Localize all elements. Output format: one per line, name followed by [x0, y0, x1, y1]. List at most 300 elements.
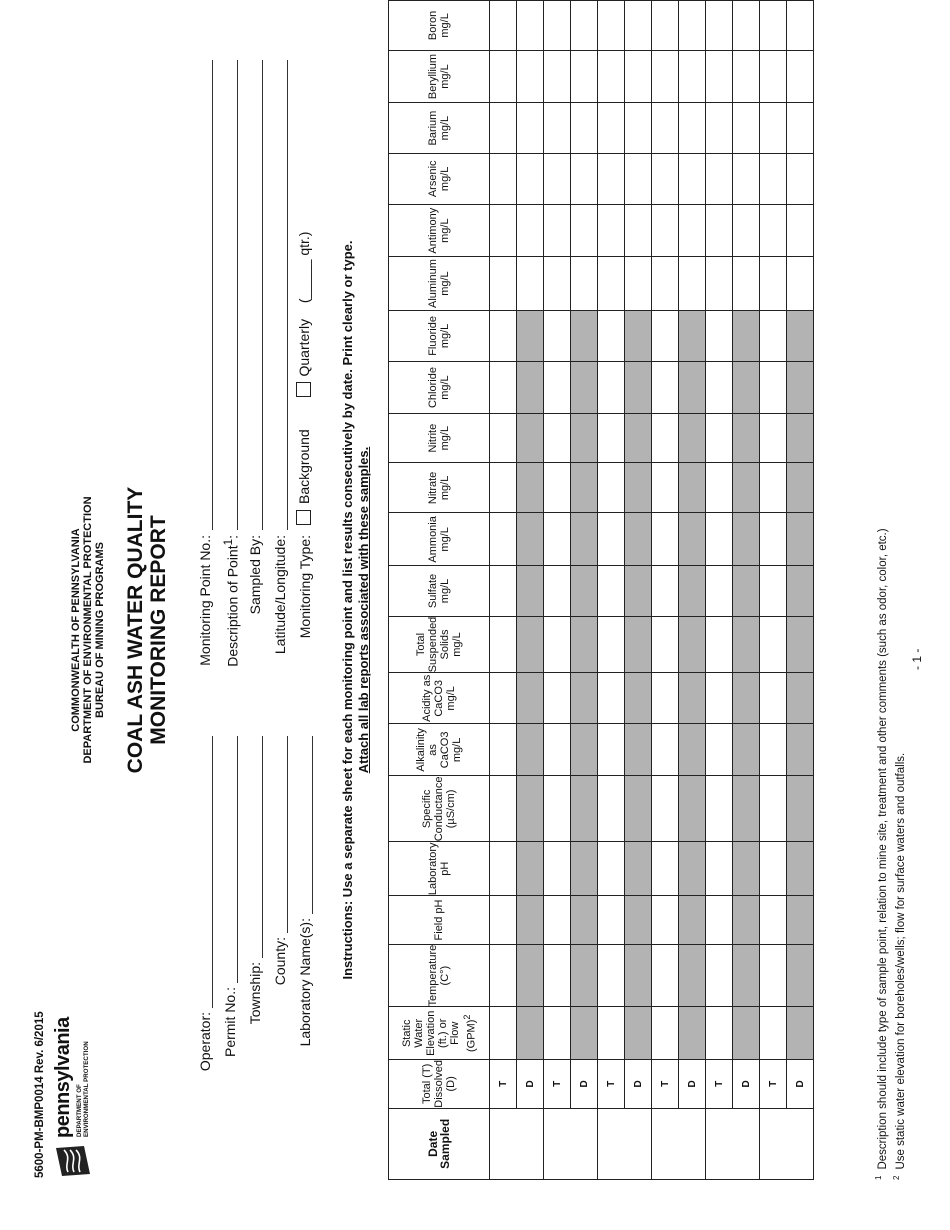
result-cell[interactable] — [544, 257, 571, 310]
logo-wordmark: pennsylvania — [52, 1017, 74, 1138]
result-cell[interactable] — [652, 257, 679, 310]
result-cell[interactable] — [490, 153, 517, 204]
result-cell[interactable] — [652, 362, 679, 414]
result-cell — [517, 616, 544, 673]
result-cell[interactable] — [490, 673, 517, 724]
instructions — [340, 160, 372, 1060]
footnote-1-number: 1 — [874, 1175, 883, 1180]
permit-no-field[interactable] — [236, 736, 238, 983]
result-cell[interactable] — [706, 724, 733, 776]
result-cell — [787, 896, 814, 945]
agency-line-2: DEPARTMENT OF ENVIRONMENTAL PROTECTION — [82, 496, 94, 764]
result-cell[interactable] — [544, 204, 571, 257]
result-cell[interactable] — [544, 566, 571, 616]
total-dissolved-cell: D — [571, 1060, 598, 1109]
col-temperature: Temperature (C°) — [389, 944, 490, 1007]
result-cell[interactable] — [490, 842, 517, 896]
result-cell — [787, 673, 814, 724]
result-cell[interactable] — [544, 673, 571, 724]
table-row — [787, 1, 814, 1180]
col-lab-ph: Laboratory pH — [389, 842, 490, 896]
result-cell[interactable] — [706, 310, 733, 362]
table-row — [571, 1, 598, 1180]
result-cell — [733, 776, 760, 842]
result-cell[interactable] — [544, 103, 571, 154]
result-cell[interactable] — [598, 103, 625, 154]
total-dissolved-cell: T — [598, 1060, 625, 1109]
footnote-1 — [872, 528, 890, 1180]
result-cell[interactable] — [760, 842, 787, 896]
result-cell[interactable] — [625, 204, 652, 257]
table-row — [544, 1, 571, 1180]
result-cell[interactable] — [571, 257, 598, 310]
laboratory-name-label: Laboratory Name(s): — [297, 918, 313, 1047]
result-cell[interactable] — [490, 896, 517, 945]
result-cell — [787, 362, 814, 414]
date-cell[interactable] — [544, 1108, 598, 1179]
result-cell[interactable] — [760, 896, 787, 945]
result-cell[interactable] — [598, 257, 625, 310]
result-cell — [625, 513, 652, 566]
result-cell[interactable] — [706, 896, 733, 945]
result-cell — [517, 362, 544, 414]
result-cell[interactable] — [598, 50, 625, 103]
result-cell[interactable] — [760, 513, 787, 566]
date-cell[interactable] — [490, 1108, 544, 1179]
result-cell[interactable] — [733, 1, 760, 51]
result-cell[interactable] — [598, 362, 625, 414]
result-cell[interactable] — [679, 50, 706, 103]
result-cell[interactable] — [760, 616, 787, 673]
result-cell[interactable] — [787, 103, 814, 154]
keystone-flag-icon — [54, 1144, 92, 1178]
result-cell[interactable] — [760, 673, 787, 724]
result-cell[interactable] — [490, 204, 517, 257]
result-cell[interactable] — [652, 310, 679, 362]
result-cell[interactable] — [544, 1, 571, 51]
result-cell — [517, 776, 544, 842]
result-cell[interactable] — [706, 257, 733, 310]
table-header-row — [389, 1, 490, 1180]
result-cell — [571, 842, 598, 896]
background-option-label: Background — [296, 429, 312, 504]
result-cell[interactable] — [706, 673, 733, 724]
table-row — [598, 1, 625, 1180]
operator-field[interactable] — [211, 736, 213, 1008]
result-cell[interactable] — [625, 1, 652, 51]
result-cell[interactable] — [787, 204, 814, 257]
result-cell — [571, 673, 598, 724]
result-cell[interactable] — [679, 257, 706, 310]
col-boron: Boron mg/L — [389, 1, 490, 51]
result-cell[interactable] — [652, 944, 679, 1007]
result-cell[interactable] — [490, 362, 517, 414]
report-title — [124, 330, 170, 930]
monitoring-type-options — [296, 232, 312, 525]
result-cell[interactable] — [706, 566, 733, 616]
table-row — [517, 1, 544, 1180]
result-cell[interactable] — [652, 616, 679, 673]
result-cell — [517, 413, 544, 462]
result-cell — [733, 310, 760, 362]
result-cell[interactable] — [490, 103, 517, 154]
result-cell[interactable] — [544, 944, 571, 1007]
result-cell[interactable] — [706, 616, 733, 673]
col-barium: Barium mg/L — [389, 103, 490, 154]
result-cell[interactable] — [598, 616, 625, 673]
result-cell — [679, 776, 706, 842]
monitoring-type-label: Monitoring Type: — [297, 535, 313, 639]
result-cell — [517, 463, 544, 513]
result-cell — [571, 413, 598, 462]
result-cell[interactable] — [787, 50, 814, 103]
result-cell[interactable] — [598, 1007, 625, 1060]
col-chloride: Chloride mg/L — [389, 362, 490, 414]
result-cell[interactable] — [625, 50, 652, 103]
result-cell[interactable] — [760, 1007, 787, 1060]
laboratory-name-field[interactable] — [311, 736, 313, 914]
agency-line-3: BUREAU OF MINING PROGRAMS — [94, 542, 106, 718]
result-cell[interactable] — [679, 1, 706, 51]
result-cell[interactable] — [544, 50, 571, 103]
result-cell — [733, 566, 760, 616]
col-arsenic: Arsenic mg/L — [389, 153, 490, 204]
result-cell — [733, 673, 760, 724]
result-cell[interactable] — [706, 1, 733, 51]
result-cell[interactable] — [571, 103, 598, 154]
col-nitrate: Nitrate mg/L — [389, 463, 490, 513]
result-cell[interactable] — [733, 50, 760, 103]
result-cell[interactable] — [760, 776, 787, 842]
result-cell[interactable] — [652, 153, 679, 204]
page-number: - 1 - — [910, 648, 924, 670]
col-date-sampled: Date Sampled — [389, 1108, 490, 1179]
table-row — [706, 1, 733, 1180]
result-cell[interactable] — [598, 204, 625, 257]
result-cell — [787, 566, 814, 616]
result-cell — [679, 842, 706, 896]
result-cell[interactable] — [706, 362, 733, 414]
result-cell — [679, 413, 706, 462]
result-cell — [625, 616, 652, 673]
result-cell[interactable] — [760, 413, 787, 462]
result-cell[interactable] — [652, 463, 679, 513]
result-cell[interactable] — [652, 566, 679, 616]
total-dissolved-cell: T — [490, 1060, 517, 1109]
result-cell — [571, 566, 598, 616]
result-cell[interactable] — [598, 1, 625, 51]
result-cell[interactable] — [490, 566, 517, 616]
result-cell[interactable] — [598, 310, 625, 362]
col-field-ph: Field pH — [389, 896, 490, 945]
col-antimony: Antimony mg/L — [389, 204, 490, 257]
col-alkalinity: Alkalinity as CaCO3 mg/L — [389, 724, 490, 776]
result-cell[interactable] — [706, 153, 733, 204]
total-dissolved-cell: D — [517, 1060, 544, 1109]
result-cell[interactable] — [625, 257, 652, 310]
table-row — [652, 1, 679, 1180]
result-cell — [517, 896, 544, 945]
description-label-text: Description of Point — [224, 545, 241, 667]
description-label — [222, 535, 241, 730]
result-cell[interactable] — [544, 362, 571, 414]
result-cell — [679, 463, 706, 513]
result-cell[interactable] — [598, 413, 625, 462]
result-cell[interactable] — [679, 204, 706, 257]
result-cell — [625, 673, 652, 724]
total-dissolved-cell: T — [760, 1060, 787, 1109]
col-nitrite: Nitrite mg/L — [389, 413, 490, 462]
result-cell[interactable] — [706, 103, 733, 154]
pa-dep-logo — [52, 978, 98, 1178]
result-cell — [571, 944, 598, 1007]
result-cell[interactable] — [544, 413, 571, 462]
col-total-dissolved: Total (T) Dissolved (D) — [389, 1060, 490, 1109]
title-line-1: COAL ASH WATER QUALITY — [124, 486, 147, 774]
result-cell[interactable] — [652, 842, 679, 896]
result-cell[interactable] — [760, 257, 787, 310]
result-cell — [625, 413, 652, 462]
result-cell[interactable] — [517, 257, 544, 310]
col-beryllium: Beryllium mg/L — [389, 50, 490, 103]
result-cell[interactable] — [517, 50, 544, 103]
result-cell[interactable] — [544, 463, 571, 513]
result-cell — [679, 513, 706, 566]
result-cell[interactable] — [787, 257, 814, 310]
result-cell — [733, 362, 760, 414]
result-cell[interactable] — [733, 257, 760, 310]
result-cell[interactable] — [598, 776, 625, 842]
result-cell[interactable] — [544, 310, 571, 362]
result-cell — [787, 724, 814, 776]
result-cell[interactable] — [490, 50, 517, 103]
date-cell[interactable] — [706, 1108, 760, 1179]
result-cell — [787, 310, 814, 362]
result-cell[interactable] — [544, 842, 571, 896]
result-cell — [625, 310, 652, 362]
result-cell — [625, 896, 652, 945]
sampled-by-field[interactable] — [261, 60, 263, 530]
result-cell[interactable] — [652, 1007, 679, 1060]
township-field[interactable] — [261, 736, 263, 958]
result-cell[interactable] — [490, 944, 517, 1007]
result-cell — [787, 944, 814, 1007]
col-total-suspended-solids: Total Suspended Solids mg/L — [389, 616, 490, 673]
result-cell[interactable] — [706, 776, 733, 842]
result-cell[interactable] — [652, 513, 679, 566]
footnote-2 — [890, 528, 908, 1180]
result-cell[interactable] — [760, 103, 787, 154]
quarterly-option-label: Quarterly — [296, 318, 312, 377]
result-cell[interactable] — [652, 413, 679, 462]
result-cell — [787, 513, 814, 566]
result-cell[interactable] — [544, 513, 571, 566]
result-cell[interactable] — [652, 204, 679, 257]
result-cell[interactable] — [706, 513, 733, 566]
result-cell — [517, 842, 544, 896]
result-cell[interactable] — [571, 50, 598, 103]
result-cell[interactable] — [490, 1, 517, 51]
result-cell[interactable] — [517, 153, 544, 204]
monitoring-point-field[interactable] — [211, 60, 213, 530]
total-dissolved-cell: D — [733, 1060, 760, 1109]
result-cell[interactable] — [490, 257, 517, 310]
result-cell[interactable] — [490, 616, 517, 673]
result-cell — [517, 724, 544, 776]
col-acidity: Acidity as CaCO3 mg/L — [389, 673, 490, 724]
col-static-water — [389, 1007, 490, 1060]
permit-no-label: Permit No.: — [222, 987, 238, 1058]
result-cell — [625, 463, 652, 513]
result-cell — [733, 1007, 760, 1060]
result-cell[interactable] — [679, 103, 706, 154]
result-cell[interactable] — [625, 153, 652, 204]
result-cell[interactable] — [652, 896, 679, 945]
result-cell[interactable] — [490, 776, 517, 842]
result-cell[interactable] — [544, 616, 571, 673]
result-cell[interactable] — [571, 204, 598, 257]
result-cell — [571, 1007, 598, 1060]
result-cell[interactable] — [760, 310, 787, 362]
result-cell — [517, 513, 544, 566]
col-aluminum: Aluminum mg/L — [389, 257, 490, 310]
result-cell[interactable] — [544, 153, 571, 204]
result-cell — [733, 896, 760, 945]
result-cell[interactable] — [652, 776, 679, 842]
result-cell[interactable] — [544, 896, 571, 945]
result-cell — [571, 896, 598, 945]
table-body — [490, 1, 814, 1180]
date-cell[interactable] — [760, 1108, 814, 1179]
sampled-by-label: Sampled By: — [247, 535, 263, 615]
result-cell[interactable] — [706, 50, 733, 103]
result-cell[interactable] — [706, 463, 733, 513]
result-cell[interactable] — [652, 103, 679, 154]
result-cell[interactable] — [652, 724, 679, 776]
result-cell[interactable] — [760, 204, 787, 257]
result-cell[interactable] — [787, 153, 814, 204]
result-cell — [517, 566, 544, 616]
monitoring-point-label: Monitoring Point No.: — [197, 535, 213, 666]
result-cell[interactable] — [760, 153, 787, 204]
date-cell[interactable] — [598, 1108, 652, 1179]
result-cell — [733, 842, 760, 896]
result-cell[interactable] — [706, 204, 733, 257]
result-cell[interactable] — [733, 204, 760, 257]
result-cell[interactable] — [517, 103, 544, 154]
result-cell[interactable] — [598, 944, 625, 1007]
result-cell[interactable] — [733, 153, 760, 204]
result-cell[interactable] — [544, 1007, 571, 1060]
result-cell[interactable] — [760, 362, 787, 414]
table-row — [679, 1, 706, 1180]
total-dissolved-cell: T — [706, 1060, 733, 1109]
background-checkbox[interactable] — [296, 510, 311, 525]
col-specific-conductance: Specific Conductance (µS/cm) — [389, 776, 490, 842]
result-cell[interactable] — [760, 1, 787, 51]
result-cell[interactable] — [571, 153, 598, 204]
result-cell[interactable] — [679, 153, 706, 204]
result-cell[interactable] — [652, 1, 679, 51]
lat-long-field[interactable] — [286, 60, 288, 530]
result-cell — [679, 944, 706, 1007]
lat-long-label: Latitude/Longitude: — [272, 535, 288, 655]
result-cell[interactable] — [490, 413, 517, 462]
result-cell[interactable] — [517, 204, 544, 257]
result-cell[interactable] — [544, 776, 571, 842]
result-cell — [679, 616, 706, 673]
result-cell[interactable] — [598, 566, 625, 616]
col-ammonia: Ammonia mg/L — [389, 513, 490, 566]
result-cell[interactable] — [490, 463, 517, 513]
result-cell[interactable] — [652, 50, 679, 103]
result-cell — [517, 673, 544, 724]
result-cell[interactable] — [490, 1007, 517, 1060]
operator-label: Operator: — [197, 1012, 213, 1072]
result-cell[interactable] — [706, 842, 733, 896]
result-cell — [733, 463, 760, 513]
result-cell — [787, 776, 814, 842]
county-field[interactable] — [286, 736, 288, 933]
result-cell — [679, 566, 706, 616]
result-cell — [733, 944, 760, 1007]
quarterly-checkbox[interactable] — [296, 383, 311, 398]
description-field[interactable] — [236, 60, 238, 530]
result-cell[interactable] — [760, 463, 787, 513]
result-cell — [571, 616, 598, 673]
result-cell[interactable] — [706, 1007, 733, 1060]
date-cell[interactable] — [652, 1108, 706, 1179]
result-cell[interactable] — [760, 50, 787, 103]
total-dissolved-cell: T — [544, 1060, 571, 1109]
result-cell[interactable] — [760, 566, 787, 616]
result-cell — [625, 1007, 652, 1060]
result-cell[interactable] — [598, 513, 625, 566]
result-cell[interactable] — [787, 1, 814, 51]
result-cell[interactable] — [652, 673, 679, 724]
result-cell — [787, 413, 814, 462]
result-cell[interactable] — [706, 413, 733, 462]
result-cell[interactable] — [598, 842, 625, 896]
result-cell[interactable] — [733, 103, 760, 154]
result-cell[interactable] — [598, 724, 625, 776]
result-cell[interactable] — [571, 1, 598, 51]
result-cell[interactable] — [544, 724, 571, 776]
result-cell[interactable] — [517, 1, 544, 51]
result-cell[interactable] — [490, 513, 517, 566]
footnote-2-mark: 2 — [461, 1014, 472, 1020]
result-cell[interactable] — [490, 724, 517, 776]
result-cell[interactable] — [598, 153, 625, 204]
result-cell[interactable] — [706, 944, 733, 1007]
result-cell[interactable] — [490, 310, 517, 362]
result-cell[interactable] — [598, 673, 625, 724]
county-label: County: — [272, 937, 288, 986]
agency-line-1: COMMONWEALTH OF PENNSYLVANIA — [70, 528, 82, 732]
result-cell[interactable] — [760, 724, 787, 776]
form-id: 5600-PM-BMP0014 Rev. 6/2015 — [34, 1011, 46, 1178]
total-dissolved-cell: D — [787, 1060, 814, 1109]
table-row — [625, 1, 652, 1180]
result-cell[interactable] — [598, 896, 625, 945]
result-cell — [787, 616, 814, 673]
result-cell — [517, 1007, 544, 1060]
result-cell[interactable] — [598, 463, 625, 513]
township-label: Township: — [247, 962, 263, 1025]
result-cell[interactable] — [625, 103, 652, 154]
result-cell — [679, 896, 706, 945]
result-cell[interactable] — [760, 944, 787, 1007]
